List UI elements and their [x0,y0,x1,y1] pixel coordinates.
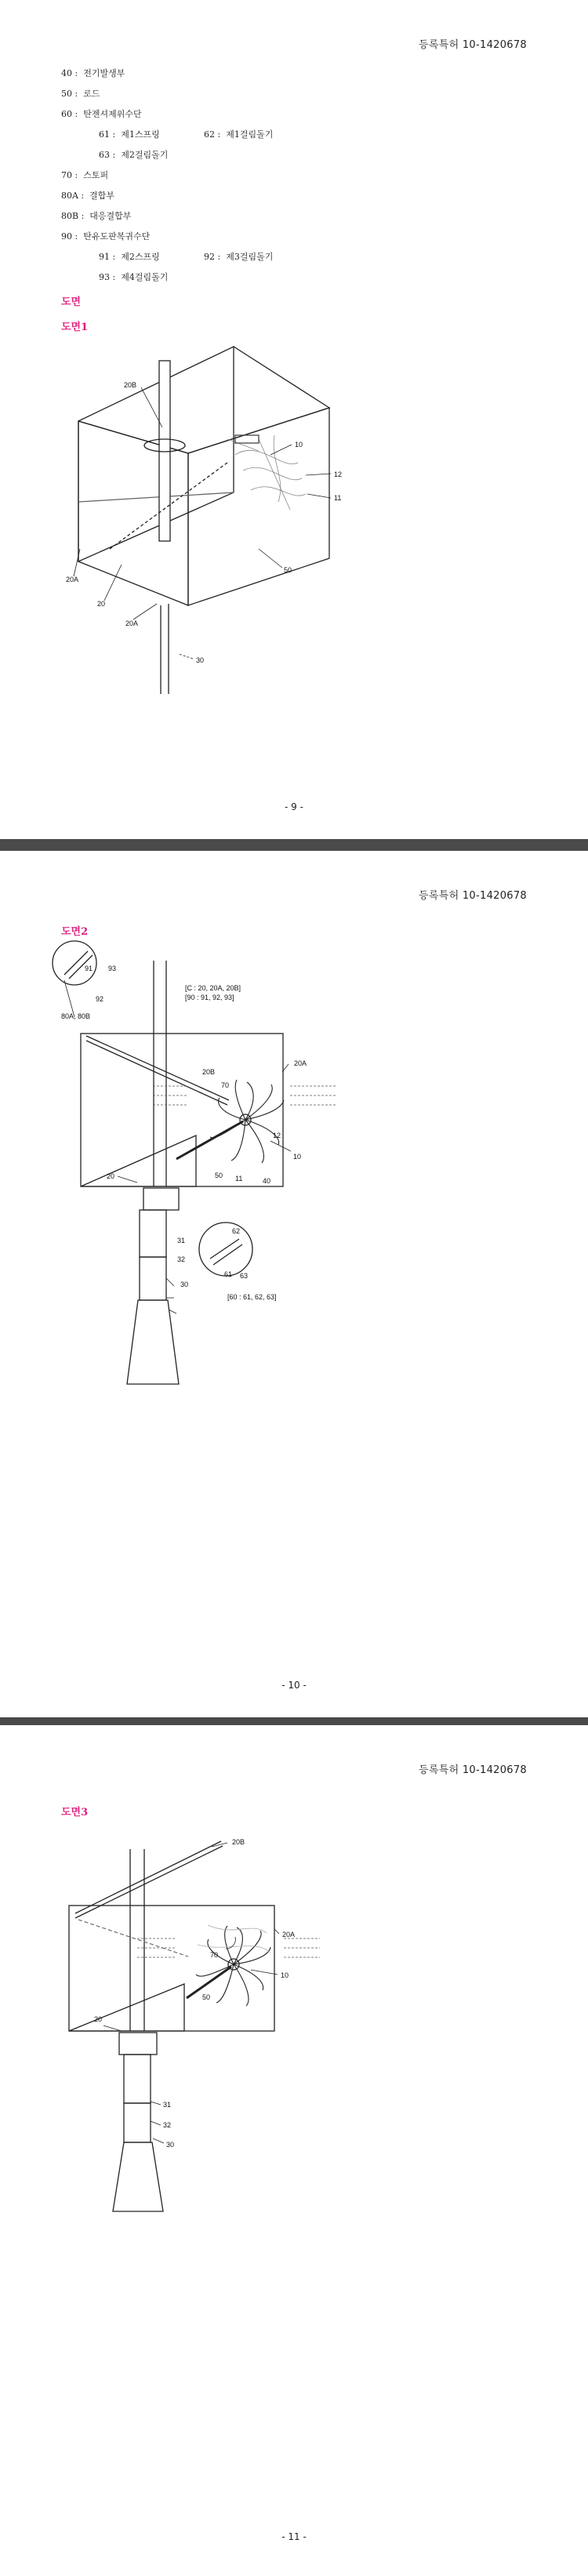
legend-item: 90 : 탄유도판복귀수단 [61,231,151,242]
guide-plate [81,1135,196,1186]
label-12: 12 [273,1132,281,1139]
legend-item: 93 : 제4걸림돌기 [99,272,169,282]
patent-number-header: 등록특허 10-1420678 [419,1764,527,1776]
label-20B: 20B [202,1068,216,1076]
label-40: 40 [263,1177,271,1185]
legend-item: 91 : 제2스프링 [99,252,160,262]
coupling-31 [124,2055,151,2103]
legend-c: [C : 20, 20A, 20B] [185,984,241,992]
legend-item: 62 : 제1걸림돌기 [204,129,274,140]
patent-number-header: 등록특허 10-1420678 [419,39,527,51]
label-50: 50 [215,1172,223,1179]
label-31: 31 [177,1237,186,1244]
guide-plate [69,1984,184,2031]
label-92: 92 [96,995,104,1003]
label-70: 70 [210,1951,219,1959]
vertical-pole [159,361,170,541]
figure-1-drawing [0,0,588,839]
label-10: 10 [293,1153,302,1161]
figure-3-title: 도면3 [61,1807,89,1818]
label-50: 50 [284,566,292,574]
label-31: 31 [163,2101,172,2109]
label-20A-left: 20A [66,576,79,583]
label-91: 91 [85,965,93,972]
drawings-section-heading: 도면 [61,296,82,308]
left-panel-outline [78,347,234,561]
figure-2-title: 도면2 [61,926,89,938]
page-number: - 11 - [281,2531,307,2542]
label-30: 30 [166,2141,175,2149]
airflow-arrows [153,1086,337,1105]
legend-60: [60 : 61, 62, 63] [227,1293,277,1301]
label-61: 61 [224,1270,233,1278]
inner-edge [78,492,234,502]
support-pedestal [113,2142,163,2211]
label-62: 62 [232,1227,241,1235]
base-top [143,1188,179,1210]
label-80A-80B: 80A, 80B [61,1012,91,1020]
label-10: 10 [295,441,303,449]
airflow-arrows [137,1938,320,1957]
label-30: 30 [196,656,205,664]
figure-2-drawing [0,851,588,1717]
legend-item: 80B : 대응결합부 [61,211,132,221]
front-face-outline [78,421,188,605]
legend-item: 60 : 탄젠셔제위수단 [61,109,142,119]
document-page-10 [0,851,588,1717]
label-20A: 20A [294,1059,307,1067]
label-32: 32 [163,2121,172,2129]
label-20: 20 [97,600,106,608]
page-separator [0,1717,588,1725]
page-separator [0,839,588,851]
label-32: 32 [177,1255,186,1263]
coupling-31 [140,1210,166,1257]
document-page-11 [0,1725,588,2576]
label-30: 30 [180,1281,189,1288]
turbine-ghost [227,435,306,510]
label-11: 11 [334,494,342,502]
inset-spring-bottom [210,1239,242,1265]
page-number: - 10 - [281,1680,307,1691]
base-top [119,2033,157,2055]
top-face-outline [78,347,329,453]
inset-detail-bottom [199,1223,252,1276]
legend-90: [90 : 91, 92, 93] [185,994,234,1001]
label-20A: 20A [282,1931,296,1938]
legend-item: 40 : 전기발생부 [61,68,125,78]
inset-detail-top [53,941,96,985]
label-11: 11 [235,1175,243,1183]
patent-number-header: 등록특허 10-1420678 [419,890,527,902]
label-12: 12 [334,471,343,478]
label-63: 63 [240,1272,249,1280]
label-20B: 20B [232,1838,245,1846]
support-pedestal [127,1300,179,1384]
figure-1-title: 도면1 [61,322,89,333]
label-20: 20 [94,2015,103,2023]
label-70: 70 [221,1081,230,1089]
turbine-blades [210,1080,284,1163]
housing-box [69,1906,274,2031]
legend-item: 61 : 제1스프링 [99,129,160,140]
coupling-32 [140,1257,166,1300]
legend-item: 50 : 로드 [61,89,100,99]
legend-item: 70 : 스토퍼 [61,170,109,180]
legend-item: 80A : 결합부 [61,191,115,201]
document-page-9 [0,0,588,839]
label-50: 50 [202,1993,211,2001]
page-number: - 9 - [285,801,303,812]
label-93: 93 [108,965,117,972]
legend-item: 63 : 제2걸림돌기 [99,150,169,160]
coupling-32 [124,2103,151,2142]
label-10: 10 [281,1971,289,1979]
label-20B: 20B [124,381,137,389]
stopper-block [235,435,259,443]
legend-item: 92 : 제3걸림돌기 [204,252,274,262]
label-20: 20 [107,1172,115,1180]
figure-3-drawing [0,1725,588,2576]
label-20A: 20A [125,619,139,627]
housing-box [81,1034,283,1186]
